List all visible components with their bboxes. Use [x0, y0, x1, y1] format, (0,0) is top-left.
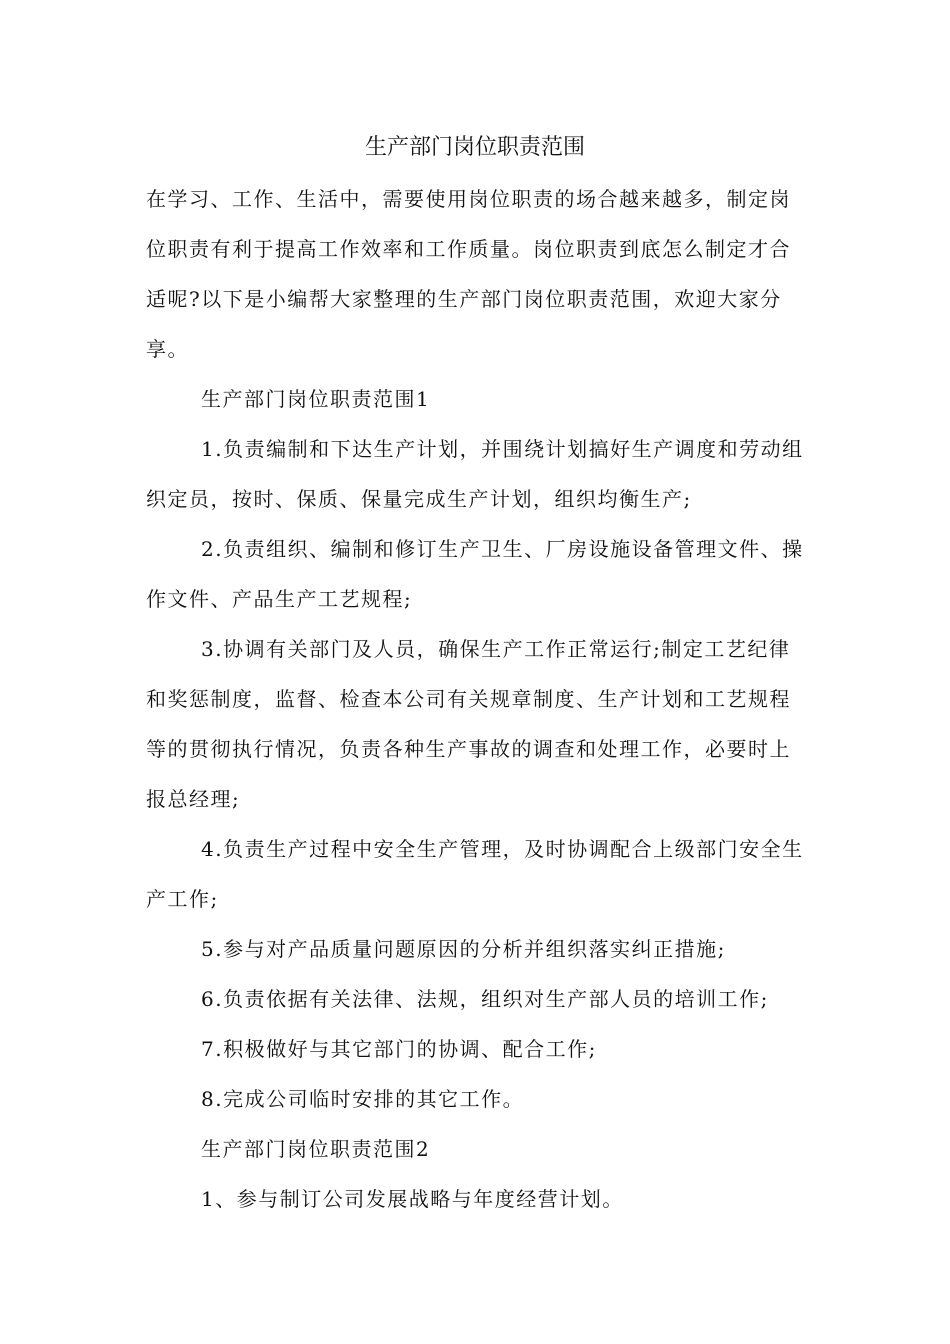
section-heading-2: 生产部门岗位职责范围2 — [201, 1137, 431, 1161]
duty-item-4: 4.负责生产过程中安全生产管理，及时协调配合上级部门安全生产工作; — [146, 837, 804, 911]
duty-item-1: 1.负责编制和下达生产计划，并围绕计划搞好生产调度和劳动组织定员，按时、保质、保量完成生产计划，组织均衡生产; — [146, 437, 804, 511]
duty-item-2: 2.负责组织、编制和修订生产卫生、厂房设施设备管理文件、操作文件、产品生产工艺规程; — [146, 537, 804, 611]
document-title: 生产部门岗位职责范围 — [364, 135, 585, 160]
duty-item-3: 3.协调有关部门及人员，确保生产工作正常运行;制定工艺纪律和奖惩制度，监督、检查本公司有关规章制度、生产计划和工艺规程等的贯彻执行情况，负责各种生产事故的调查和处理工作，必要时上报总经理; — [146, 637, 791, 811]
duty-item-5: 5.参与对产品质量问题原因的分析并组织落实纠正措施; — [201, 937, 726, 961]
duty-item-8: 8.完成公司临时安排的其它工作。 — [201, 1087, 525, 1111]
duty-item-7: 7.积极做好与其它部门的协调、配合工作; — [201, 1037, 597, 1061]
duty-item-6: 6.负责依据有关法律、法规，组织对生产部人员的培训工作; — [201, 987, 769, 1011]
section-2-item-1: 1、参与制订公司发展战略与年度经营计划。 — [201, 1187, 624, 1211]
document-body — [146, 174, 810, 1224]
intro-paragraph: 在学习、工作、生活中，需要使用岗位职责的场合越来越多，制定岗位职责有利于提高工作效率和工作质量。岗位职责到底怎么制定才合适呢?以下是小编帮大家整理的生产部门岗位职责范围，欢迎大家分享。 — [146, 187, 791, 361]
section-heading-1: 生产部门岗位职责范围1 — [201, 387, 431, 411]
